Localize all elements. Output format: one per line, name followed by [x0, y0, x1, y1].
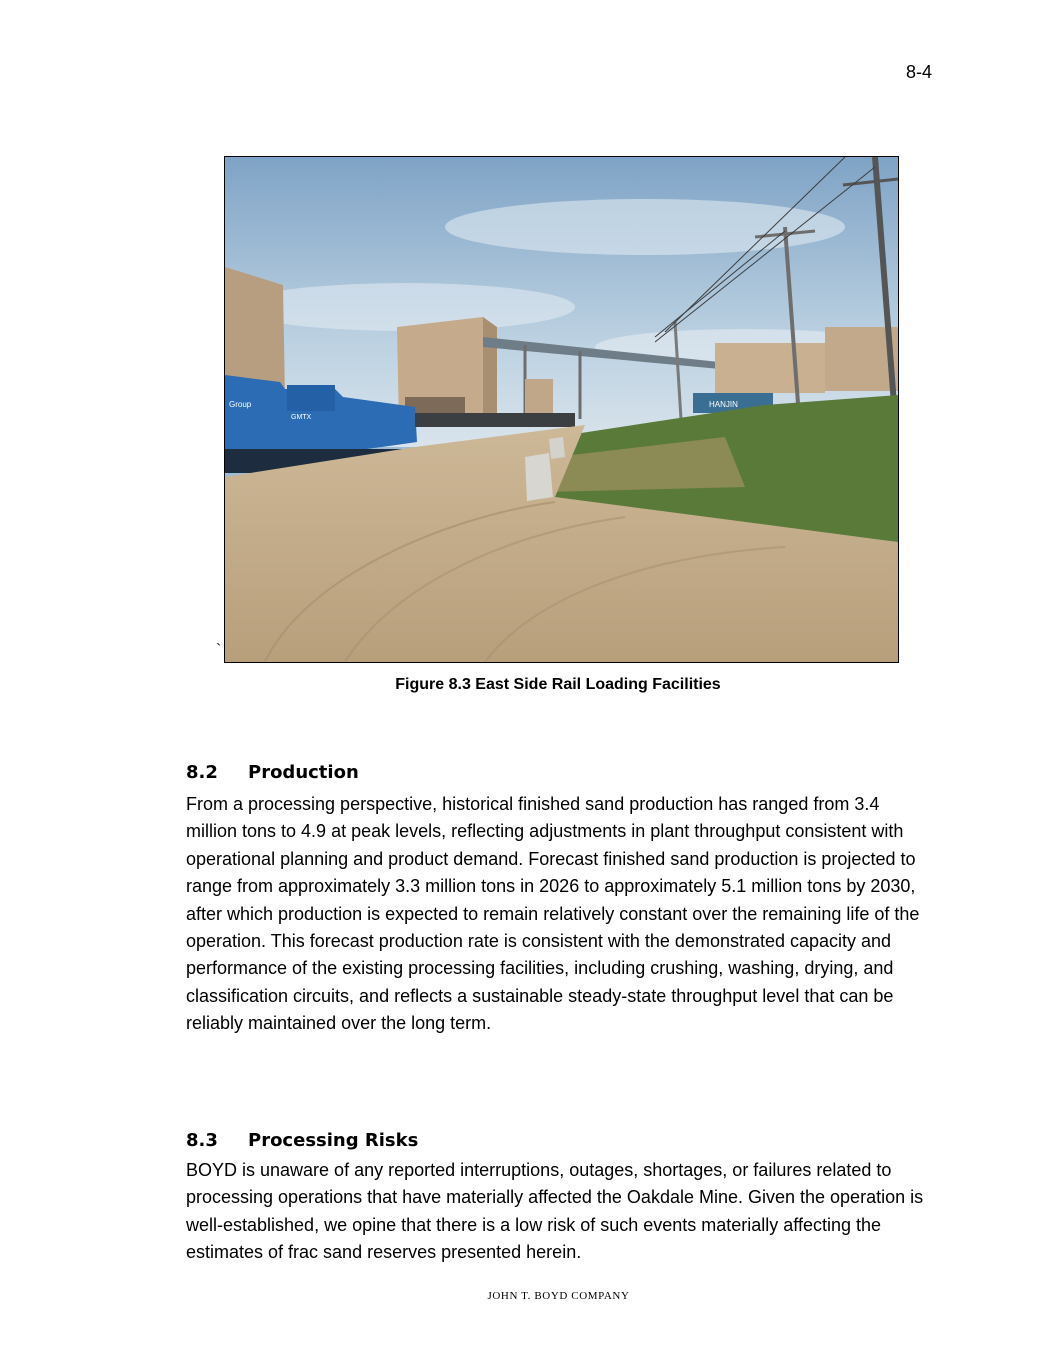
section-heading-processing-risks [186, 1130, 418, 1151]
section-number: 8.2 [186, 762, 218, 783]
stray-mark: ` [216, 642, 222, 659]
locomotive-text-group: Group [229, 400, 252, 409]
jersey-barrier [525, 453, 553, 501]
section-title: Processing Risks [248, 1130, 419, 1151]
locomotive-text-gmtx: GMTX [291, 414, 312, 421]
section-heading-production [186, 762, 359, 783]
section-title: Production [248, 762, 359, 783]
section-body-processing-risks: BOYD is unaware of any reported interruptions, outages, shortages, or failures related to processing operations that have materially affected the Oakdale Mine. Given the operation is well-established, we opine that there is a low risk of such events materially affecting the estimates of frac sand reserves presented herein. [186, 1160, 924, 1263]
footer-company: JOHN T. BOYD COMPANY [487, 1290, 630, 1302]
page-number: 8-4 [905, 62, 932, 82]
section-number: 8.3 [186, 1130, 218, 1151]
container-text-hanjin: HANJIN [709, 400, 738, 409]
figure-photo [224, 156, 899, 663]
section-body-production: From a processing perspective, historical finished sand production has ranged from 3.4 million tons to 4.9 at peak levels, reflecting adjustments in plant throughput consistent with operational planning and product demand. Forecast finished sand production is projected to range from approximately 3.3 million tons in 2026 to approximately 5.1 million tons by 2030, after which production is expected to remain relatively constant over the remaining life of the operation. This forecast production rate is consistent with the demonstrated capacity and performance of the existing processing facilities, including crushing, washing, drying, and classification circuits, and reflects a sustainable steady-state throughput level that can be reliably maintained over the long term. [186, 794, 920, 1034]
figure-caption: Figure 8.3 East Side Rail Loading Facilities [395, 676, 721, 693]
